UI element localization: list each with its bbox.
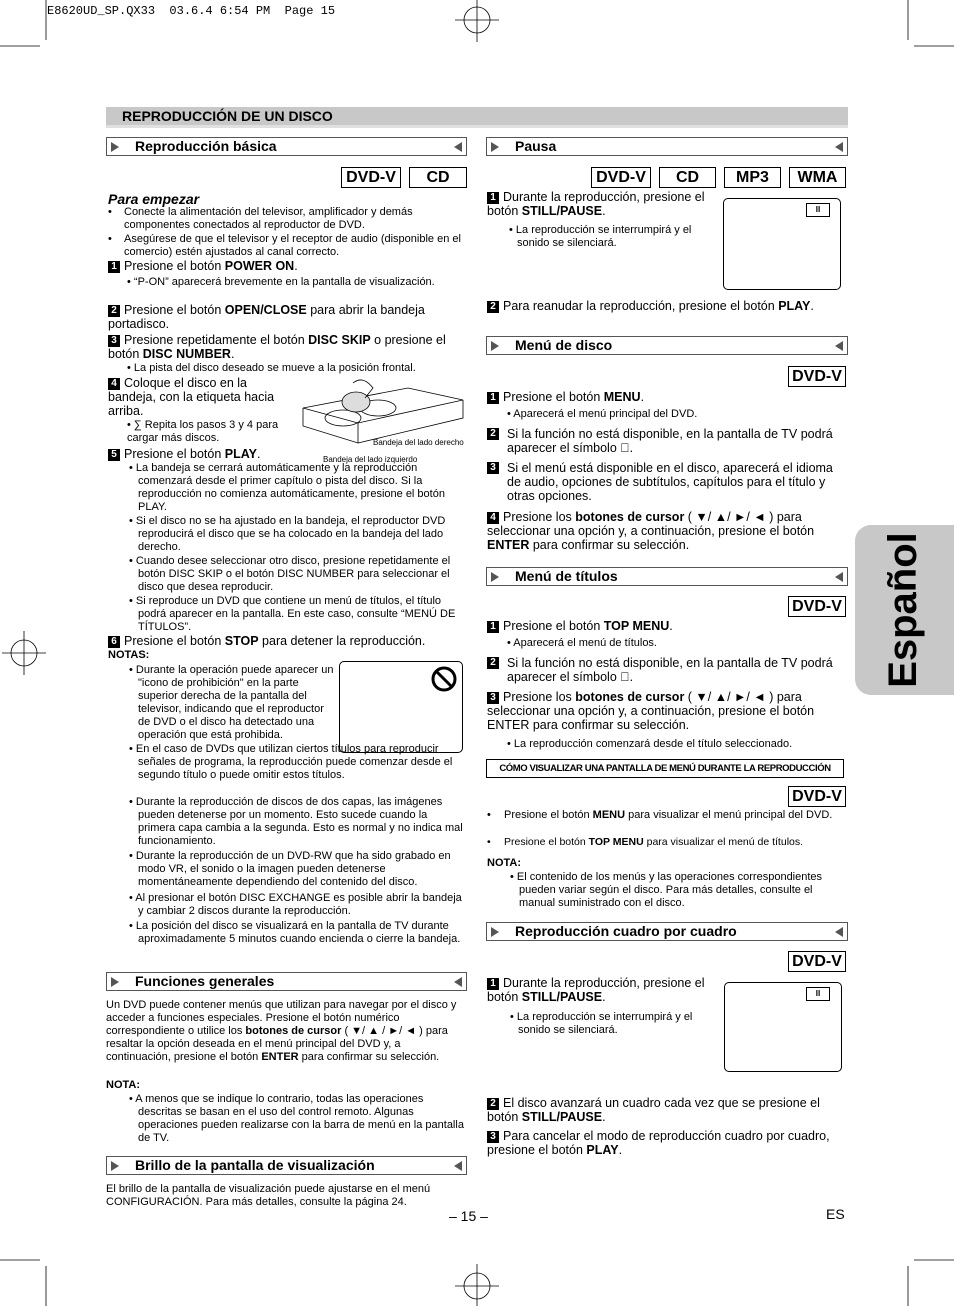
frame-step-2: 2 El disco avanzará un cuadro cada vez que se presione el botón STILL/PAUSE. (487, 1096, 820, 1124)
step-5: 5 Presione el botón PLAY. (108, 447, 308, 461)
pause-icon: II (806, 203, 830, 217)
badge-dvd-v: DVD-V (788, 786, 846, 807)
para-empezar-heading: Para empezar (108, 191, 200, 207)
badge-dvd-v: DVD-V (788, 366, 846, 387)
badge-mp3: MP3 (724, 167, 781, 188)
language-code: ES (826, 1206, 845, 1222)
notas-label: NOTAS: (108, 649, 150, 661)
frame-by-frame-header: Reproducción cuadro por cuadro (486, 922, 848, 941)
step-4: 4 Coloque el disco en la bandeja, con la etiqueta hacia arriba. (108, 376, 275, 418)
frame-step-1-note: • La reproducción se interrumpirá y el sonido se silenciará. (510, 1011, 693, 1036)
brightness-text: El brillo de la pantalla de visualización puede ajustarse en el menú CONFIGURACIÓN. Para más detalles, consulte la página 24. (106, 1183, 431, 1208)
basic-playback-header: Reproducción básica (106, 137, 467, 156)
pause-step-1: 1 Durante la reproducción, presione el botón STILL/PAUSE. (487, 190, 705, 218)
frame-pause-icon: II (806, 987, 830, 1001)
badge-dvd-v: DVD-V (341, 167, 401, 188)
nota-6: • La posición del disco se visualizará en la pantalla de TV durante aproximadamente 5 minutos cuando encienda o cierre la bandeja. (129, 920, 461, 945)
nota-2: • En el caso de DVDs que utilizan ciertos títulos para reproducir señales de programa, la reproducción puede comenzar desde el segundo título o puede omitir estos títulos. (129, 743, 453, 781)
file-header: E8620UD_SP.QX33 03.6.4 6:54 PM Page 15 (47, 4, 336, 18)
titles-step-3-note: • La reproducción comenzará desde el título seleccionado. (507, 738, 793, 750)
titles-step-3: 3 Presione los botones de cursor ( ▼/ ▲/ ►/ ◄ ) para seleccionar una opción y, a continuación, presione el botón ENTER para confirmar su selección. (487, 690, 815, 732)
func-nota-label: NOTA: (106, 1079, 141, 1091)
badge-dvd-v: DVD-V (788, 951, 846, 972)
language-tab-label: Español (881, 532, 925, 688)
step-2: 2 Presione el botón OPEN/CLOSE para abrir la bandeja portadisco. (108, 303, 425, 331)
how-bullet-2: • Presione el botón TOP MENU para visualizar el menú de títulos. (487, 836, 804, 848)
title-menu-header: Menú de títulos (486, 567, 848, 586)
step-4-note: • ∑ Repita los pasos 3 y 4 para cargar más discos. (127, 419, 279, 444)
pause-step-1-note: • La reproducción se interrumpirá y el sonido se silenciará. (509, 224, 692, 249)
how-to-header: CÓMO VISUALIZAR UNA PANTALLA DE MENÚ DURANTE LA REPRODUCCIÓN (486, 759, 844, 778)
titles-step-2-number: 2 (487, 657, 499, 669)
nota-5: • Al presionar el botón DISC EXCHANGE es posible abrir la bandeja y cambiar 2 discos durante la reproducción. (129, 892, 462, 917)
section-title: REPRODUCCIÓN DE UN DISCO (122, 108, 333, 124)
step-5-note-4: • Si reproduce un DVD que contiene un menú de títulos, el título podrá aparecer en la pantalla. En este caso, consulte “MENÚ DE TÍTULOS”. (129, 595, 456, 633)
bullet-1: • Conecte la alimentación del televisor, amplificador y demás componentes conectados al reproductor de DVD. (108, 206, 413, 231)
titles-step-1-note: • Aparecerá el menú de títulos. (507, 637, 657, 649)
menu-step-4: 4 Presione los botones de cursor ( ▼/ ▲/ ►/ ◄ ) para seleccionar una opción y, a continuación, presione el botón ENTER para confirmar su selección. (487, 510, 815, 552)
frame-step-1: 1 Durante la reproducción, presione el botón STILL/PAUSE. (487, 976, 705, 1004)
badge-cd: CD (659, 167, 716, 188)
how-nota: • El contenido de los menús y las operaciones correspondientes pueden variar según el disco. Para más detalles, consulte el manual suministrado con el disco. (510, 871, 823, 909)
nota-4: • Durante la reproducción de un DVD-RW que ha sido grabado en modo VR, el sonido o la imagen pueden detenerse momentáneamente dependiendo del contenido del disco. (129, 850, 451, 888)
brightness-header: Brillo de la pantalla de visualización (106, 1156, 467, 1175)
nota-1: • Durante la operación puede aparecer un "icono de prohibición" en la parte superior derecha de la pantalla del televisor, indicando que el reproductor de DVD o el disco ha detectado una operación que está prohibida. (129, 664, 334, 741)
how-bullet-1: • Presione el botón MENU para visualizar el menú principal del DVD. (487, 809, 833, 821)
step-5-note-2: • Si el disco no se ha ajustado en la bandeja, el reproductor DVD reproducirá el disco que se ha colocado en la bandeja del lado derecho. (129, 515, 446, 553)
step-5-note-3: • Cuando desee seleccionar otro disco, presione repetidamente el botón DISC SKIP o el botón DISC NUMBER para seleccionar el disco que desea reproducir. (129, 555, 451, 593)
step-1-note: • “P-ON” aparecerá brevemente en la pantalla de visualización. (127, 276, 435, 288)
tray-left-label: Bandeja del lado izquierdo (323, 455, 418, 464)
disc-menu-header: Menú de disco (486, 336, 848, 355)
general-functions-text: Un DVD puede contener menús que utilizan para navegar por el disco y acceder a funciones especiales. Presione el botón numérico correspondiente o utilice los botones de cursor ( ▼/ ▲ / ►/ ◄ ) para resaltar la opción deseada en el menú principal del DVD y, a continuación, presione el botón ENTER para confirmar su selección. (106, 999, 457, 1063)
step-5-note-1: • La bandeja se cerrará automáticamente y la reproducción comenzará desde el primer capítulo o pista del disco. Si la reproducción no comienza automáticamente, presione el botón PLAY. (129, 462, 445, 513)
menu-step-1-note: • Aparecerá el menú principal del DVD. (507, 408, 698, 420)
general-functions-header: Funciones generales (106, 972, 467, 991)
badge-wma: WMA (789, 167, 846, 188)
titles-step-1: 1 Presione el botón TOP MENU. (487, 619, 845, 633)
step-6: 6 Presione el botón STOP para detener la reproducción. (108, 634, 468, 648)
step-1: 1 Presione el botón POWER ON. (108, 259, 466, 273)
menu-step-2: Si la función no está disponible, en la pantalla de TV podrá aparecer el símbolo ⃠. (507, 427, 833, 455)
bullet-2: • Asegúrese de que el televisor y el receptor de audio (disponible en el comercio) estén ajustados al canal correcto. (108, 233, 461, 258)
tray-right-label: Bandeja del lado derecho (373, 438, 464, 447)
how-nota-label: NOTA: (487, 857, 522, 869)
titles-step-2: Si la función no está disponible, en la pantalla de TV podrá aparecer el símbolo ⃠. (507, 656, 833, 684)
step-3: 3 Presione repetidamente el botón DISC SKIP o presione el botón DISC NUMBER. (108, 333, 446, 361)
badge-dvd-v: DVD-V (591, 167, 651, 188)
menu-step-2-number: 2 (487, 428, 499, 440)
badge-cd: CD (409, 167, 467, 188)
pause-header: Pausa (486, 137, 848, 156)
frame-step-3: 3 Para cancelar el modo de reproducción cuadro por cuadro, presione el botón PLAY. (487, 1129, 830, 1157)
menu-step-3: Si el menú está disponible en el disco, aparecerá el idioma de audio, opciones de subtítulos, capítulos para el título y otras opciones. (507, 461, 833, 503)
prohibited-icon (430, 665, 458, 693)
nota-3: • Durante la reproducción de discos de dos capas, las imágenes pueden detenerse por un momento. Esto sucede cuando la primera capa cambia a la segunda. Esto es normal y no indica mal funcionamiento. (129, 796, 463, 847)
menu-step-3-number: 3 (487, 462, 499, 474)
step-3-note: • La pista del disco deseado se mueve a la posición frontal. (127, 362, 416, 374)
pause-step-2: 2 Para reanudar la reproducción, presione el botón PLAY. (487, 299, 845, 313)
badge-dvd-v: DVD-V (788, 596, 846, 617)
page-number: – 15 – (449, 1208, 488, 1224)
func-nota: • A menos que se indique lo contrario, todas las operaciones descritas se basan en el uso del control remoto. Algunas operaciones pueden realizarse con la barra de menú en la pantalla de TV. (129, 1093, 464, 1144)
menu-step-1: 1 Presione el botón MENU. (487, 390, 845, 404)
